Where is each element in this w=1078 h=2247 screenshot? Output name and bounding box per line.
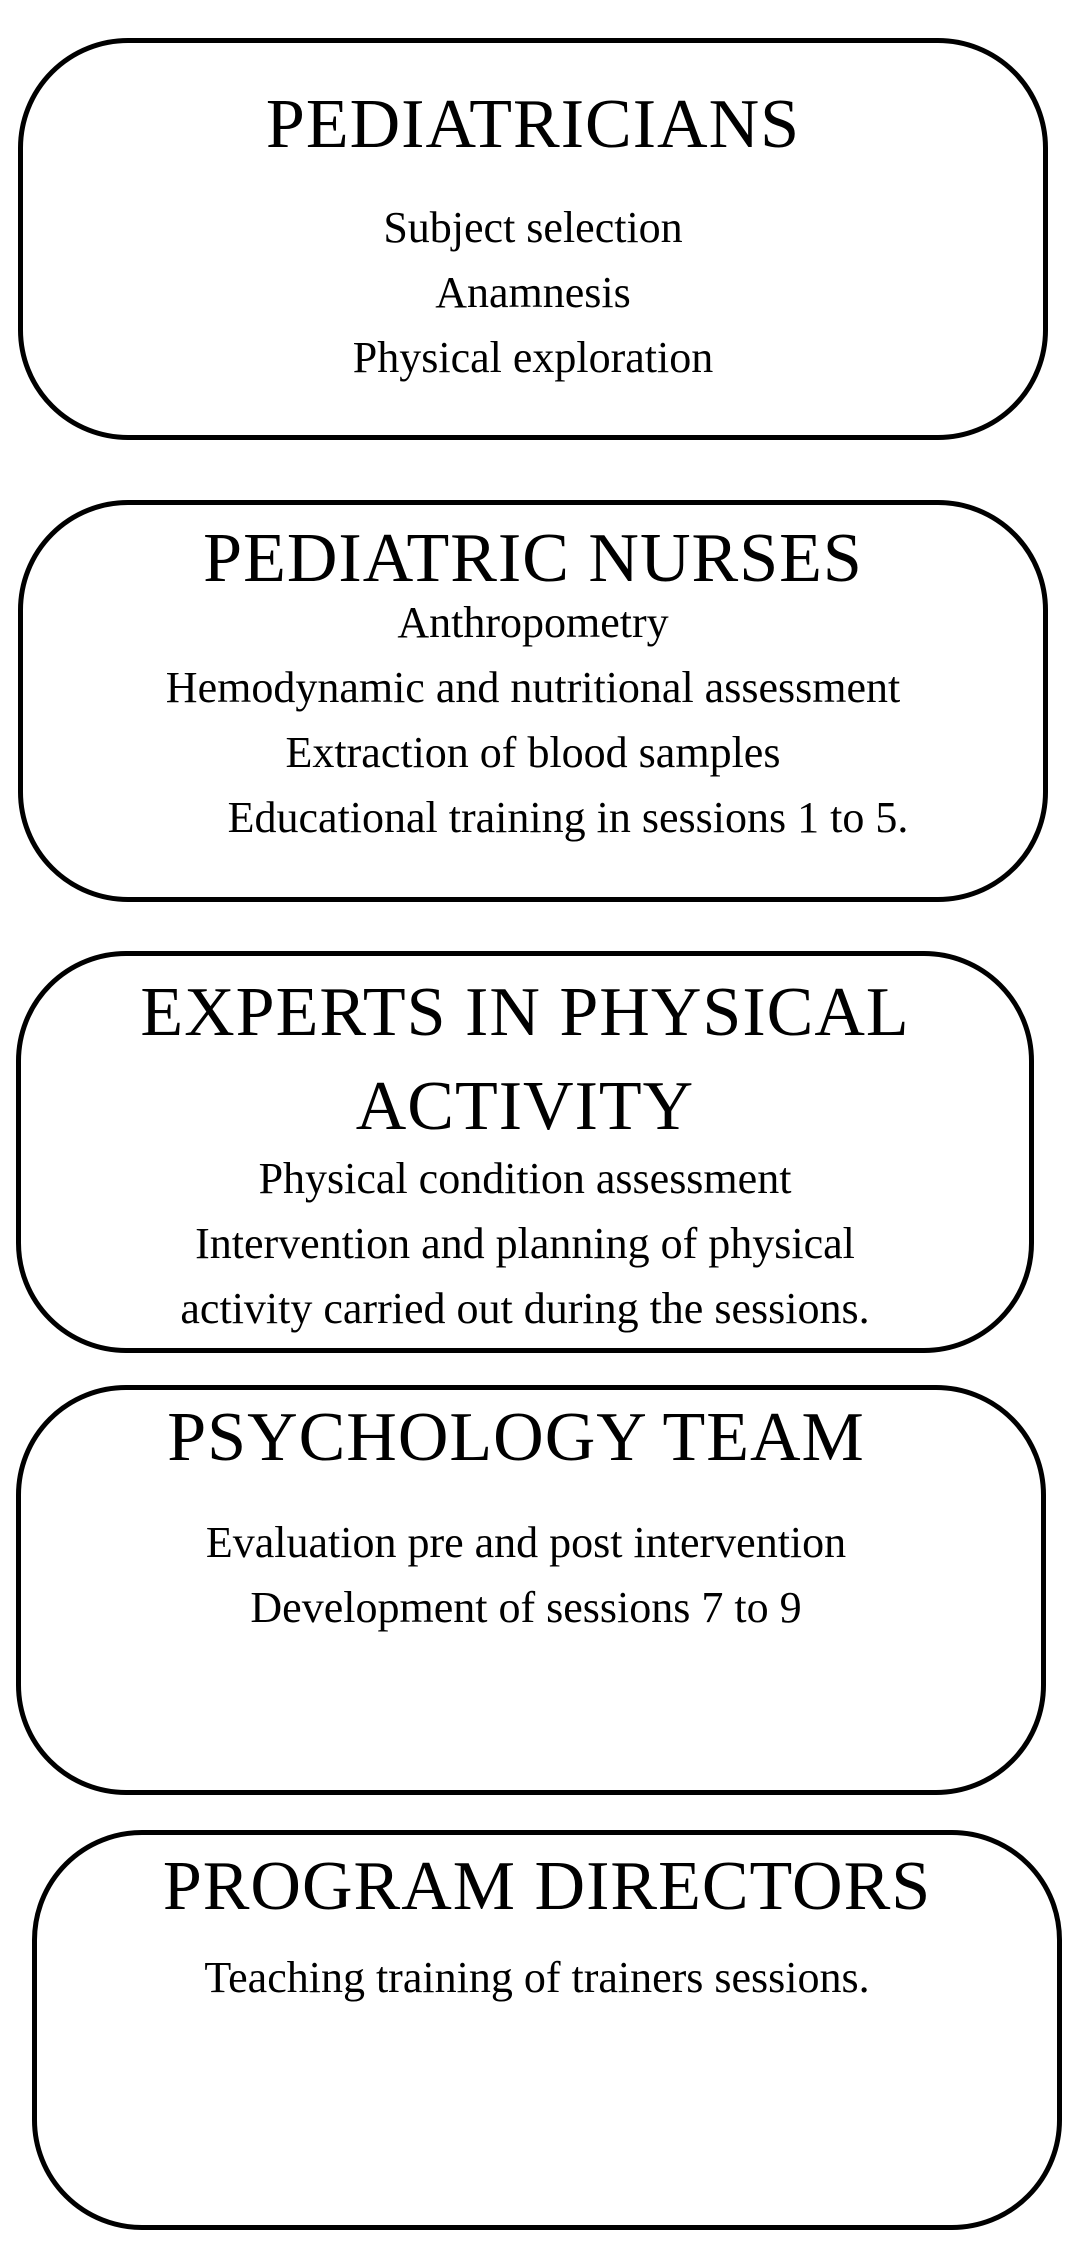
role-box-program-directors <box>32 1830 1062 2230</box>
task-line: Hemodynamic and nutritional assessment <box>165 663 901 712</box>
task-line: Intervention and planning of physical <box>195 1219 855 1268</box>
task-line: Anamnesis <box>435 268 631 317</box>
task-line: Anthropometry <box>397 598 669 647</box>
role-tasks <box>21 1146 1029 1341</box>
role-title: PROGRAM DIRECTORS <box>162 1848 932 1925</box>
task-line: Extraction of blood samples <box>285 728 781 777</box>
role-box-physical-activity-experts <box>16 951 1034 1353</box>
task-line: Physical exploration <box>352 333 714 382</box>
task-line: activity carried out during the sessions. <box>180 1284 870 1333</box>
role-tasks <box>21 1510 1041 1640</box>
role-box-pediatricians <box>18 38 1048 440</box>
role-title: EXPERTS IN PHYSICAL ACTIVITY <box>140 974 910 1145</box>
role-tasks <box>23 195 1043 390</box>
task-line: Teaching training of trainers sessions. <box>204 1953 870 2002</box>
role-tasks <box>23 590 1043 850</box>
task-line: Subject selection <box>383 203 683 252</box>
role-title: PEDIATRIC NURSES <box>203 520 863 597</box>
role-box-pediatric-nurses <box>18 500 1048 902</box>
role-title: PSYCHOLOGY TEAM <box>167 1399 865 1476</box>
task-line: Educational training in sessions 1 to 5. <box>227 793 909 842</box>
task-line: Evaluation pre and post intervention <box>205 1518 847 1567</box>
role-box-psychology-team <box>16 1385 1046 1795</box>
task-line: Physical condition assessment <box>258 1154 792 1203</box>
role-title: PEDIATRICIANS <box>265 86 801 163</box>
task-line: Development of sessions 7 to 9 <box>250 1583 802 1632</box>
role-tasks <box>37 1945 1057 2010</box>
